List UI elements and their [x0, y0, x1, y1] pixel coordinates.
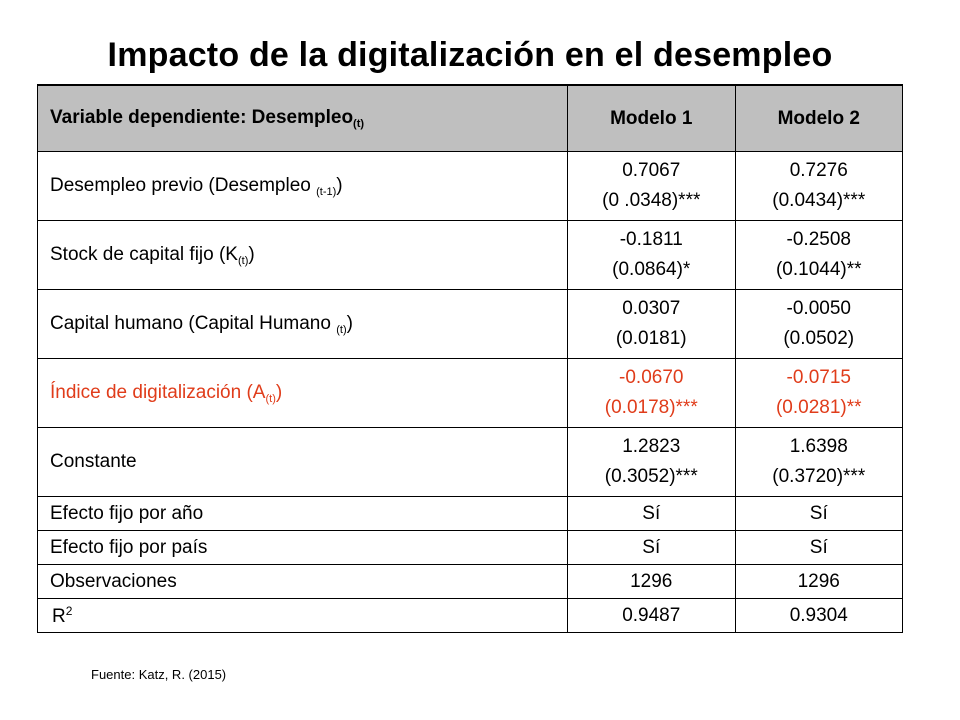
- header-variable-label: Variable dependiente: Desempleo: [50, 107, 354, 128]
- table-row-capital-fijo: [38, 221, 903, 290]
- table-row-indice-digitalizacion: [38, 359, 903, 428]
- model-2-value: -0.2508 (0.1044)**: [735, 221, 903, 290]
- header-model-2: Modelo 2: [735, 85, 903, 152]
- model-2-value: Sí: [735, 497, 903, 531]
- row-label: $R^2$: [38, 599, 568, 633]
- model-1-value: 1296: [568, 565, 736, 599]
- header-dependent-variable: [38, 85, 568, 152]
- model-1-value: 1.2823 (0.3052)***: [568, 428, 736, 497]
- regression-table: [37, 84, 903, 633]
- model-2-value: 0.7276 (0.0434)***: [735, 152, 903, 221]
- row-label: Observaciones: [38, 565, 568, 599]
- model-2-value: 1296: [735, 565, 903, 599]
- model-2-value: 1.6398 (0.3720)***: [735, 428, 903, 497]
- model-1-value: 0.9487: [568, 599, 736, 633]
- row-label: Efecto fijo por país: [38, 531, 568, 565]
- table-header-row: [38, 85, 903, 152]
- row-label: Efecto fijo por año: [38, 497, 568, 531]
- table-row-observaciones: [38, 565, 903, 599]
- row-label: Capital humano (Capital Humano $_{(t)}$): [38, 290, 568, 359]
- table-row-constante: [38, 428, 903, 497]
- source-note: Fuente: Katz, R. (2015): [91, 667, 227, 682]
- model-1-value: 0.0307 (0.0181): [568, 290, 736, 359]
- model-2-value: 0.9304: [735, 599, 903, 633]
- model-1-value: Sí: [568, 497, 736, 531]
- model-2-value: -0.0050 (0.0502): [735, 290, 903, 359]
- model-2-value: -0.0715 (0.0281)**: [735, 359, 903, 428]
- row-label: Stock de capital fijo $(K_{(t)})$: [38, 221, 568, 290]
- model-1-value: -0.0670 (0.0178)***: [568, 359, 736, 428]
- header-variable-subscript: (t): [353, 118, 365, 130]
- header-model-1: Modelo 1: [568, 85, 736, 152]
- model-1-value: -0.1811 (0.0864)*: [568, 221, 736, 290]
- table-row-efecto-fijo-ano: [38, 497, 903, 531]
- page-title: Impacto de la digitalización en el desempleo: [107, 36, 833, 74]
- table-row-capital-humano: [38, 290, 903, 359]
- row-label: Índice de digitalización $(A_{(t)})$: [38, 359, 568, 428]
- model-1-value: Sí: [568, 531, 736, 565]
- row-label: Desempleo previo (Desempleo $_{(t-1)}$): [38, 152, 568, 221]
- table-row-efecto-fijo-pais: [38, 531, 903, 565]
- model-1-value: 0.7067 (0 .0348)***: [568, 152, 736, 221]
- row-label: Constante: [38, 428, 568, 497]
- model-2-value: Sí: [735, 531, 903, 565]
- table-row-desempleo-previo: [38, 152, 903, 221]
- table-row-r-squared: [38, 599, 903, 633]
